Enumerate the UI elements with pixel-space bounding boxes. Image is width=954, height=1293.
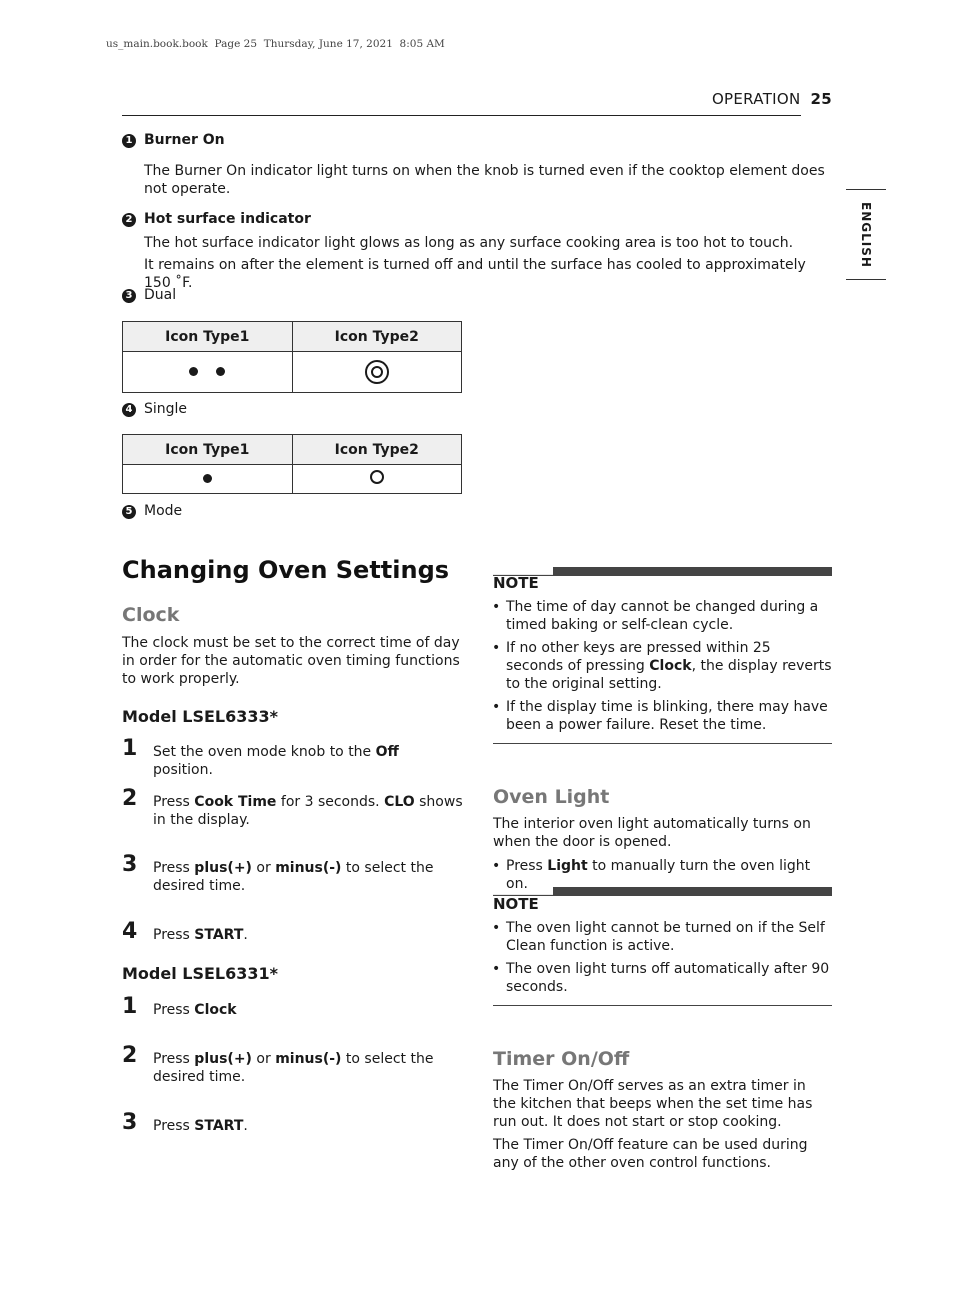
table-header: Icon Type2 — [292, 322, 462, 352]
step-text: Press Clock — [153, 1002, 237, 1018]
page-header — [712, 90, 832, 108]
dual-ring-cell — [292, 352, 462, 393]
section-label: OPERATION — [711, 90, 801, 108]
step-number: 2 — [122, 786, 138, 811]
step-number: 3 — [122, 852, 138, 877]
item-title: Hot surface indicator — [144, 211, 311, 227]
step-number: 3 — [122, 1110, 138, 1135]
step-number: 1 — [122, 736, 138, 761]
step-text: Press plus(+) or minus(-) to select the desired time. — [153, 860, 434, 894]
note-bullet: • The oven light cannot be turned on if the Self Clean function is active. — [492, 919, 832, 955]
note-bullet: • If the display time is blinking, there may have been a power failure. Reset the time. — [492, 698, 832, 734]
note-bar — [493, 567, 832, 576]
timer-paragraph: The Timer On/Off feature can be used during any of the other oven control functions. — [493, 1137, 808, 1171]
note-end-rule — [493, 743, 832, 744]
section-title: Changing Oven Settings — [122, 556, 450, 584]
step-text: Press plus(+) or minus(-) to select the desired time. — [153, 1051, 434, 1085]
item-mode — [122, 503, 182, 519]
step-number: 4 — [122, 919, 138, 944]
item-title: Single — [144, 401, 188, 417]
item-title: Mode — [144, 503, 183, 519]
note-bullet: • The time of day cannot be changed during a timed baking or self-clean cycle. — [492, 598, 832, 634]
item-burner-on — [122, 132, 225, 148]
step-text: Press Cook Time for 3 seconds. CLO shows in the display. — [153, 794, 463, 828]
single-ring-cell — [292, 465, 462, 494]
number-badge: 2 — [122, 213, 136, 227]
dual-dots-cell — [123, 352, 293, 393]
oven-light-bullet: • Press Light to manually turn the oven light on. — [492, 857, 832, 893]
model-a-heading: Model LSEL6333* — [122, 707, 279, 726]
note-heading: NOTE — [493, 895, 539, 913]
table-header: Icon Type2 — [292, 435, 462, 465]
double-ring-icon — [365, 360, 389, 384]
header-rule — [122, 115, 801, 116]
item-dual — [122, 287, 176, 303]
item-title: Dual — [144, 287, 177, 303]
ring-icon — [370, 470, 384, 484]
table-header: Icon Type1 — [123, 435, 293, 465]
dot-icon — [203, 474, 212, 483]
note-bullet: • If no other keys are pressed within 25 seconds of pressing Clock, the display reverts to the original setting. — [492, 639, 832, 693]
language-tab-label: ENGLISH — [859, 201, 873, 268]
model-b-heading: Model LSEL6331* — [122, 964, 279, 983]
item-hot-surface — [122, 211, 311, 227]
note-end-rule — [493, 1005, 832, 1006]
item-single — [122, 401, 187, 417]
timer-heading: Timer On/Off — [493, 1048, 630, 1070]
dual-icon-table — [122, 321, 462, 393]
item-title: Burner On — [144, 132, 225, 148]
oven-light-heading: Oven Light — [493, 786, 610, 808]
step-text: Set the oven mode knob to the Off position. — [153, 744, 399, 778]
note-heading: NOTE — [493, 574, 539, 592]
page-number: 25 — [810, 90, 832, 108]
timer-paragraph: The Timer On/Off serves as an extra timer in the kitchen that beeps when the set time has run out. It does not start or stop cooking. — [493, 1078, 813, 1130]
single-dot-cell — [123, 465, 293, 494]
print-meta-line: us_main.book.book Page 25 Thursday, June 17, 2021 8:05 AM — [106, 38, 445, 50]
language-tab — [846, 189, 886, 280]
number-badge: 3 — [122, 289, 136, 303]
dot-icon — [216, 367, 225, 376]
step-number: 2 — [122, 1043, 138, 1068]
number-badge: 4 — [122, 403, 136, 417]
number-badge: 5 — [122, 505, 136, 519]
step-text: Press START. — [153, 1118, 248, 1134]
note-bullet: • The oven light turns off automatically after 90 seconds. — [492, 960, 832, 996]
clock-heading: Clock — [122, 604, 180, 626]
single-icon-table — [122, 434, 462, 494]
item-description: The Burner On indicator light turns on when the knob is turned even if the cooktop element does not operate. — [144, 163, 825, 197]
step-text: Press START. — [153, 927, 248, 943]
item-description: The hot surface indicator light glows as long as any surface cooking area is too hot to touch. — [144, 235, 794, 251]
item-description: It remains on after the element is turned off and until the surface has cooled to approximately 150 ˚F. — [144, 257, 806, 291]
number-badge: 1 — [122, 134, 136, 148]
dot-icon — [189, 367, 198, 376]
table-header: Icon Type1 — [123, 322, 293, 352]
oven-light-intro: The interior oven light automatically turns on when the door is opened. — [493, 816, 811, 850]
step-number: 1 — [122, 994, 138, 1019]
clock-intro: The clock must be set to the correct time of day in order for the automatic oven timing functions to work properly. — [122, 635, 460, 687]
